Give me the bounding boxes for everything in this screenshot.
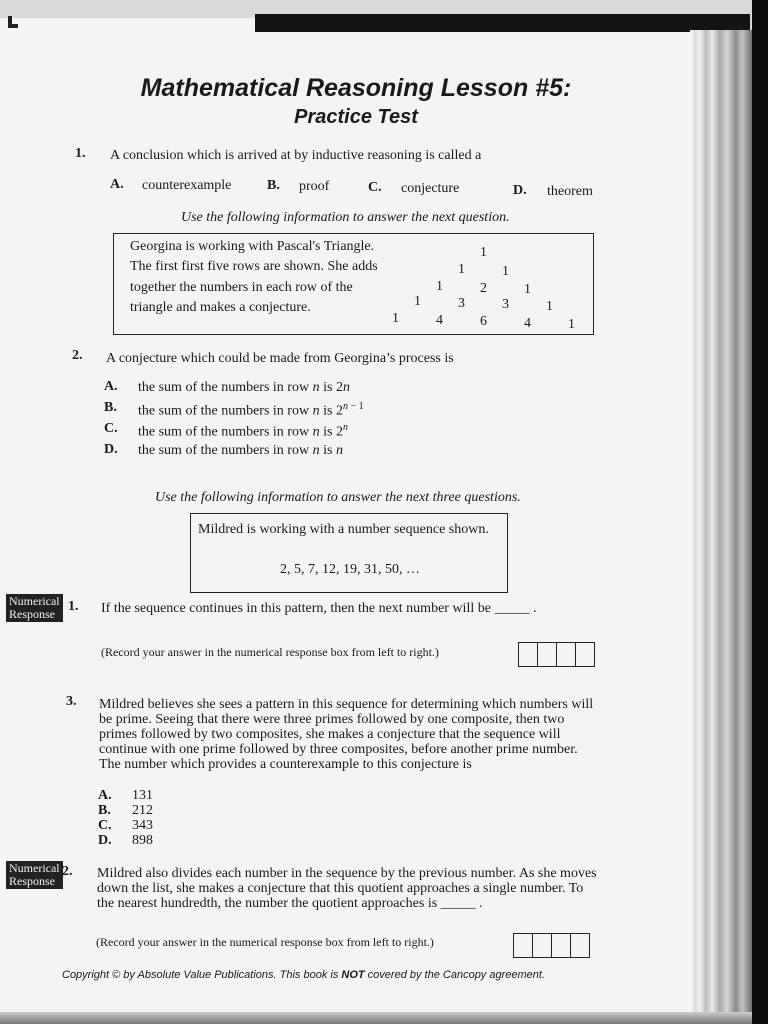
q3-option-a-text[interactable]: 131 xyxy=(132,788,153,803)
q1-option-b-letter: B. xyxy=(267,178,280,193)
info1-line-1: Georgina is working with Pascal's Triangle. xyxy=(130,239,375,254)
nr2-stem-line-1: Mildred also divides each number in the sequence by the previous number. As she moves xyxy=(97,866,597,881)
nr2-badge xyxy=(6,861,63,889)
sequence-values: 2, 5, 7, 12, 19, 31, 50, … xyxy=(280,562,420,577)
info2-instruction: Use the following information to answer the next three questions. xyxy=(155,490,521,505)
nr2-stem-line-2: down the list, she makes a conjecture that this quotient approaches a single number. To xyxy=(97,881,584,896)
q3-option-d-letter: D. xyxy=(98,833,112,848)
nr2-stem-line-3: the nearest hundredth, the number the quotient approaches is _____ . xyxy=(97,896,483,911)
q1-option-c-text[interactable]: conjecture xyxy=(401,181,460,196)
page-subtitle: Practice Test xyxy=(294,106,418,128)
q3-option-a-letter: A. xyxy=(98,788,112,803)
pascal-entry-r3-c2: 2 xyxy=(480,280,487,296)
pascal-entry-r5-c4: 4 xyxy=(524,315,531,331)
q1-number: 1. xyxy=(75,146,86,161)
nr2-answer-cell[interactable] xyxy=(571,934,589,957)
nr1-badge xyxy=(6,594,63,622)
scan-corner-mark-foot xyxy=(8,24,18,28)
nr2-answer-box[interactable] xyxy=(513,933,590,958)
nr2-answer-cell[interactable] xyxy=(514,934,533,957)
nr1-badge-line-2: Response xyxy=(9,607,55,621)
nr1-stem: If the sequence continues in this pattern, then the next number will be _____ . xyxy=(101,601,537,616)
pascal-entry-r3-c3: 1 xyxy=(524,282,531,297)
nr1-answer-cell[interactable] xyxy=(576,643,594,666)
q2-option-a-text[interactable]: the sum of the numbers in row n is 2n xyxy=(138,380,350,395)
pascal-entry-r5-c2: 4 xyxy=(436,312,443,328)
info1-line-2: The first first five rows are shown. She adds xyxy=(130,259,378,274)
info1-line-4: triangle and makes a conjecture. xyxy=(130,300,311,315)
scan-top-edge xyxy=(255,14,750,32)
nr1-answer-box[interactable] xyxy=(518,642,595,667)
q1-option-a-text[interactable]: counterexample xyxy=(142,178,232,193)
pascal-entry-r5-c1: 1 xyxy=(392,311,399,326)
nr1-badge-line-1: Numerical xyxy=(9,594,60,608)
pascal-entry-r1-c1: 1 xyxy=(480,245,487,260)
pascal-entry-r4-c3: 3 xyxy=(502,297,509,312)
copyright-post: covered by the Cancopy agreement. xyxy=(364,969,546,981)
q3-option-b-letter: B. xyxy=(98,803,111,818)
pascal-entry-r4-c4: 1 xyxy=(546,298,553,314)
pascal-entry-r4-c1: 1 xyxy=(414,294,421,309)
q1-option-d-text[interactable]: theorem xyxy=(547,184,593,199)
info2-line: Mildred is working with a number sequence shown. xyxy=(198,522,489,537)
nr2-number: 2. xyxy=(62,864,73,879)
q2-stem: A conjecture which could be made from Georgina’s process is xyxy=(106,351,454,366)
pascal-entry-r5-c3: 6 xyxy=(480,314,487,329)
scan-right-edge xyxy=(752,0,768,1024)
nr1-answer-cell[interactable] xyxy=(538,643,557,666)
q3-stem-line-4: continue with one prime followed by three composites, before another prime number. xyxy=(99,742,578,757)
q2-option-d-letter: D. xyxy=(104,442,118,457)
nr2-badge-line-1: Numerical xyxy=(9,861,60,875)
q3-number: 3. xyxy=(66,694,77,709)
copyright-notice xyxy=(62,969,545,981)
pascal-entry-r4-c2: 3 xyxy=(458,295,465,311)
scan-bottom-edge xyxy=(0,1012,752,1024)
copyright-pre: Copyright © by Absolute Value Publications. This book is xyxy=(62,969,342,981)
q1-option-d-letter: D. xyxy=(513,183,527,198)
nr2-record-note: (Record your answer in the numerical response box from left to right.) xyxy=(96,935,434,949)
nr1-number: 1. xyxy=(68,599,79,614)
info1-instruction: Use the following information to answer the next question. xyxy=(181,210,510,225)
q3-stem-line-2: be prime. Seeing that there were three primes followed by one composite, then two xyxy=(99,712,565,727)
pascal-entry-r2-c1: 1 xyxy=(458,262,465,277)
nr1-answer-cell[interactable] xyxy=(519,643,538,666)
q2-option-b-letter: B. xyxy=(104,400,117,415)
nr1-answer-cell[interactable] xyxy=(557,643,576,666)
info1-line-3: together the numbers in each row of the xyxy=(130,280,353,295)
q3-stem-line-5: The number which provides a counterexample to this conjecture is xyxy=(99,757,472,772)
q3-option-c-letter: C. xyxy=(98,818,112,833)
q2-number: 2. xyxy=(72,348,83,363)
q2-option-c-text[interactable]: the sum of the numbers in row n is 2$^n$ xyxy=(138,422,348,440)
pascal-entry-r5-c5: 1 xyxy=(568,317,575,332)
copyright-not: NOT xyxy=(341,969,365,981)
q3-option-c-text[interactable]: 343 xyxy=(132,818,153,833)
q1-option-c-letter: C. xyxy=(368,180,382,195)
q2-option-b-text[interactable]: the sum of the numbers in row n is $2^{n - 1}$ xyxy=(138,401,364,419)
q2-option-c-letter: C. xyxy=(104,421,118,436)
book-spine-edge xyxy=(690,30,752,1024)
q2-option-a-letter: A. xyxy=(104,379,118,394)
pascal-entry-r3-c1: 1 xyxy=(436,279,443,294)
nr2-answer-cell[interactable] xyxy=(552,934,571,957)
q3-stem-line-1: Mildred believes she sees a pattern in this sequence for determining which numbers will xyxy=(99,697,594,712)
q2-option-d-text[interactable]: the sum of the numbers in row n is n xyxy=(138,443,343,458)
q3-option-d-text[interactable]: 898 xyxy=(132,833,153,848)
pascal-entry-r2-c2: 1 xyxy=(502,263,509,279)
q3-option-b-text[interactable]: 212 xyxy=(132,803,153,818)
nr2-badge-line-2: Response xyxy=(9,874,55,888)
page-title: Mathematical Reasoning Lesson #5: xyxy=(140,74,572,102)
q3-stem-line-3: primes followed by two composites, she makes a conjecture that the sequence will xyxy=(99,727,561,742)
nr1-record-note: (Record your answer in the numerical response box from left to right.) xyxy=(101,645,439,659)
nr2-answer-cell[interactable] xyxy=(533,934,552,957)
q1-option-b-text[interactable]: proof xyxy=(299,179,330,194)
q1-stem: A conclusion which is arrived at by inductive reasoning is called a xyxy=(110,148,482,163)
q1-option-a-letter: A. xyxy=(110,177,124,192)
